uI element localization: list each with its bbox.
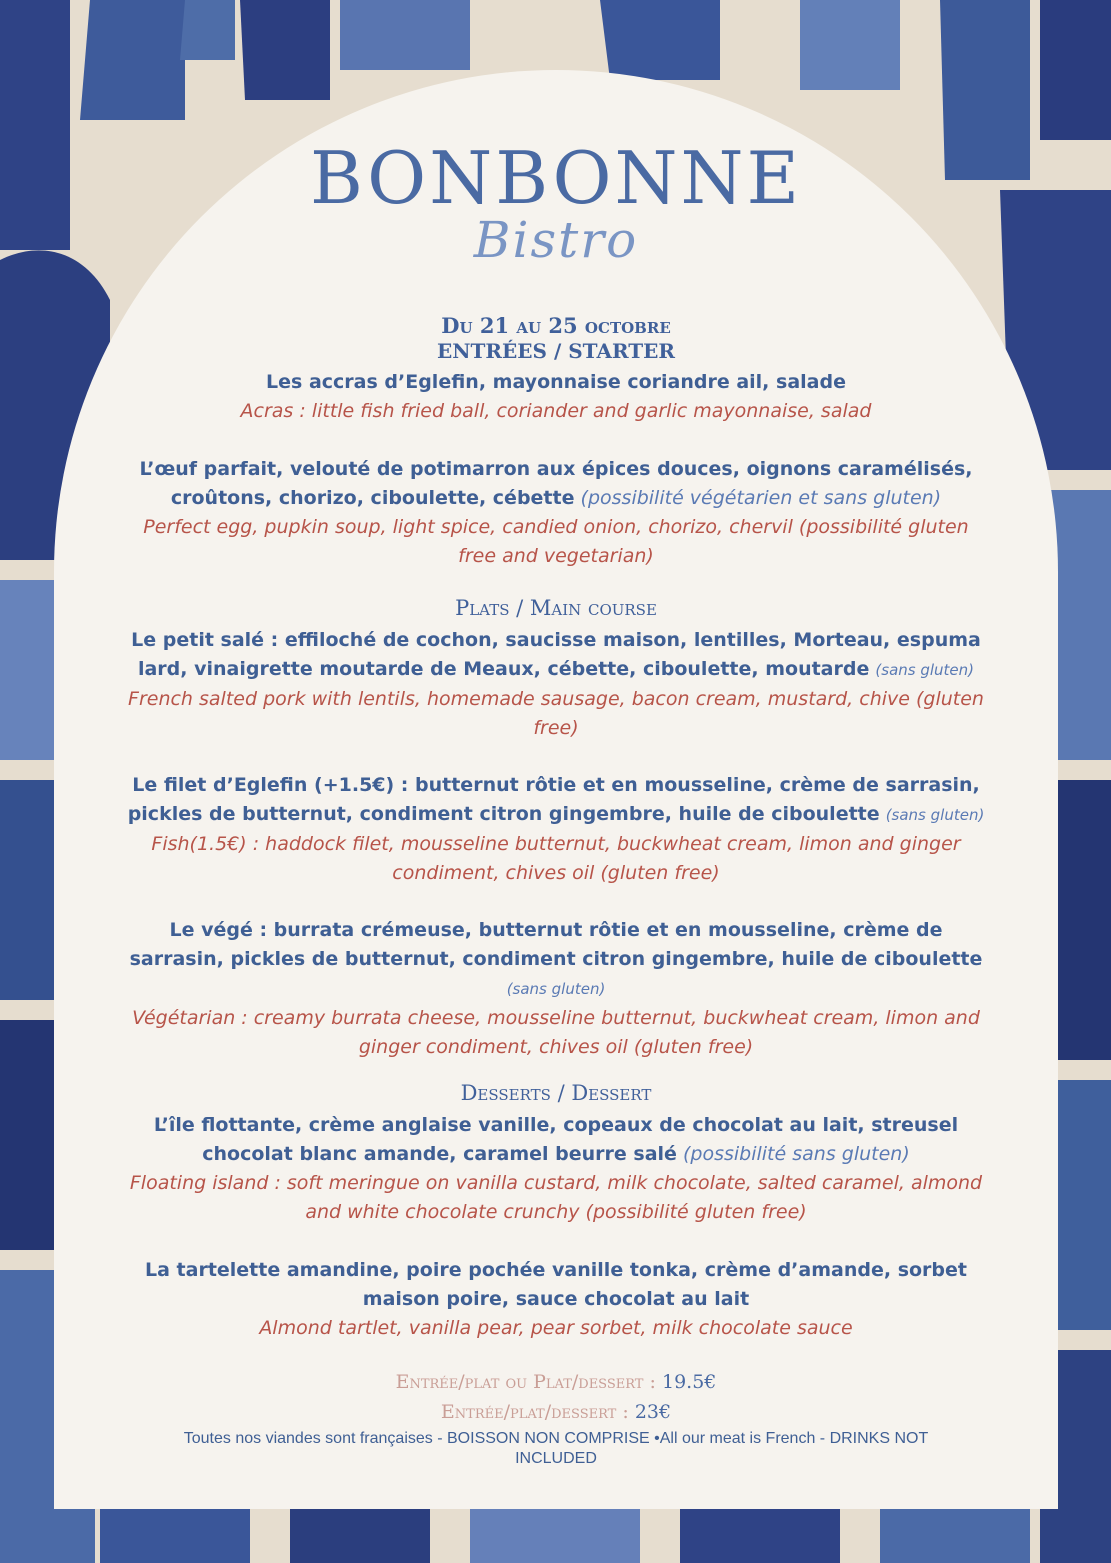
restaurant-name: BONBONNE [309, 136, 803, 220]
main-item [124, 916, 988, 1062]
section-main-title: Plats / Main course [455, 596, 657, 620]
dish-en: Végétarian : creamy burrata cheese, mousseline butternut, buckwheat cream, limon and ginger condiment, chives oil (gluten free) [132, 1007, 980, 1058]
main-item [124, 626, 988, 743]
section-dessert-title: Desserts / Dessert [460, 1081, 652, 1105]
dish-fr: Le filet d’Eglefin (+1.5€) : butternut rôtie et en mousseline, crème de sarrasin, pickles de butternut, condiment citron gingembre, huile de ciboulette [127, 774, 980, 825]
dish-fr: L’île flottante, crème anglaise vanille, copeaux de chocolat au lait, streusel chocolat blanc amande, caramel beurre salé [153, 1114, 959, 1165]
price-label: Entrée/plat/dessert : [440, 1401, 629, 1423]
price-line [54, 1401, 1058, 1424]
price-amount: 23€ [634, 1401, 672, 1423]
dish-fr: Le végé : burrata crémeuse, butternut rôtie et en mousseline, crème de sarrasin, pickles de butternut, condiment citron gingembre, huile de ciboulette [129, 919, 983, 970]
footer-note: Toutes nos viandes sont françaises - BOISSON NON COMPRISE •All our meat is French - DRINKS NOT INCLUDED [183, 1430, 929, 1467]
dish-fr: Les accras d’Eglefin, mayonnaise coriandre ail, salade [266, 371, 846, 393]
menu-dates: Du 21 au 25 octobre [441, 313, 671, 338]
price-label: Entrée/plat ou Plat/dessert : [395, 1371, 656, 1393]
dessert-item [124, 1111, 988, 1227]
dish-note: (sans gluten) [885, 806, 985, 824]
dish-en: Floating island : soft meringue on vanilla custard, milk chocolate, salted caramel, almond and white chocolate crunchy (possibilité gluten free) [129, 1172, 983, 1223]
dish-en: Perfect egg, pupkin soup, light spice, candied onion, chorizo, chervil (possibilité gluten free and vegetarian) [143, 516, 969, 567]
dish-fr: La tartelette amandine, poire pochée vanille tonka, crème d’amande, sorbet maison poire, sauce chocolat au lait [145, 1259, 967, 1310]
menu-card [54, 70, 1058, 1509]
dish-en: Acras : little fish fried ball, coriander and garlic mayonnaise, salad [240, 400, 872, 422]
restaurant-subtitle: Bistro [473, 211, 639, 269]
starter-item [124, 368, 988, 426]
main-item [124, 771, 988, 888]
dish-en: Fish(1.5€) : haddock filet, mousseline butternut, buckwheat cream, limon and ginger condiment, chives oil (gluten free) [151, 833, 961, 884]
dish-fr: L’œuf parfait, velouté de potimarron aux épices douces, oignons caramélisés, croûtons, chorizo, ciboulette, cébette [139, 458, 973, 509]
dish-en: Almond tartlet, vanilla pear, pear sorbet, milk chocolate sauce [259, 1317, 853, 1339]
dish-note: (possibilité végétarien et sans gluten) [580, 487, 942, 509]
dish-note: (sans gluten) [506, 980, 606, 998]
price-line [54, 1371, 1058, 1394]
dish-note: (possibilité sans gluten) [682, 1143, 910, 1165]
dish-en: French salted pork with lentils, homemade sausage, bacon cream, mustard, chive (gluten free) [128, 688, 984, 739]
price-amount: 19.5€ [661, 1371, 717, 1393]
menu-content [54, 70, 1058, 1509]
dessert-item [124, 1256, 988, 1343]
dish-note: (sans gluten) [875, 661, 975, 679]
section-starter-title: ENTRÉES / STARTER [437, 339, 675, 363]
starter-item [124, 455, 988, 571]
dish-fr: Le petit salé : effiloché de cochon, saucisse maison, lentilles, Morteau, espuma lard, vinaigrette moutarde de Meaux, cébette, ciboulette, moutarde [131, 629, 981, 680]
